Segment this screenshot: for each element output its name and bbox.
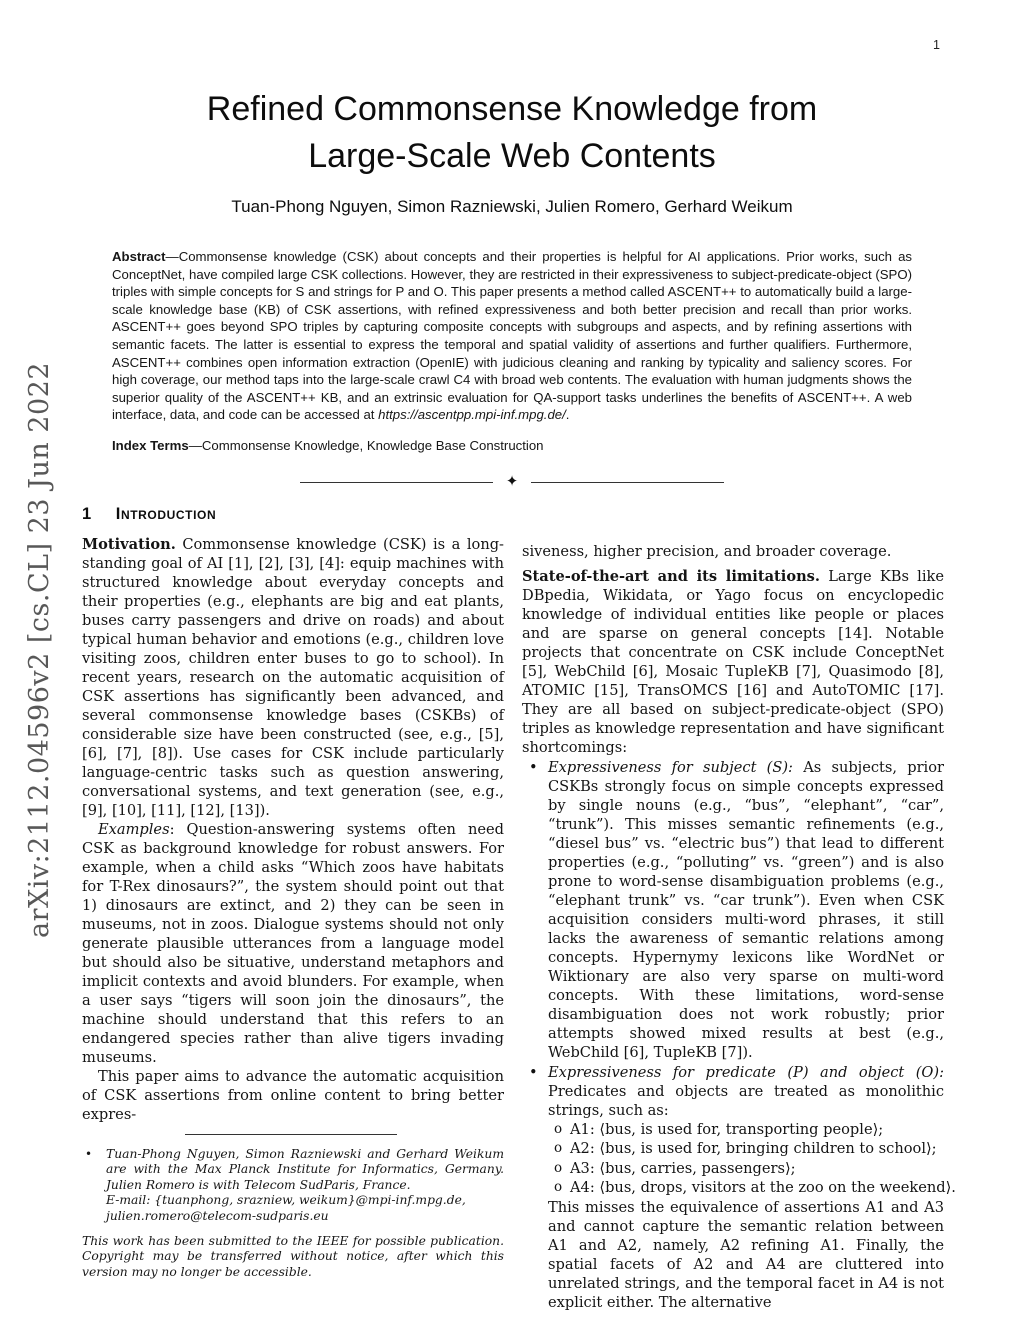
bullet-icon: • — [529, 758, 538, 776]
assertion-a2 — [548, 1139, 944, 1159]
ascentpp-url-link[interactable]: https://ascentpp.mpi-inf.mpg.de/ — [378, 407, 566, 423]
assertion-a4-text: A4: ⟨bus, drops, visitors at the zoo on the weekend⟩. — [570, 1179, 956, 1197]
paragraph-continuation: siveness, higher precision, and broader coverage. — [522, 542, 892, 560]
paragraph-state-of-the-art — [522, 567, 944, 757]
examples-label: Examples — [98, 820, 170, 838]
abstract-text: —Commonsense knowledge (CSK) about concepts and their properties is helpful for AI applications. Prior works, such as ConceptNet, have compiled large CSK collections. However, they are restricted in their expressiveness to subject-predicate-object (SPO) triples with simple concepts for S and strings for P and O. This paper presents a method called ASCENT++ to automatically build a large-scale knowledge base (KB) of CSK assertions, with refined expressiveness and both better precision and recall than prior works. ASCENT++ goes beyond SPO triples by capturing composite concepts with subgroups and aspects, and by refining assertions with semantic facets. The latter is essential to express the temporal and spatial validity of assertions and further qualifiers. Furthermore, ASCENT++ combines open information extraction (OpenIE) with judicious cleaning and ranking by typicality and saliency scores. For high coverage, our method taps into the large-scale crawl C4 with broad web contents. The evaluation with human judgments shows the superior quality of the ASCENT++ KB, and an extrinsic evaluation for QA-support tasks underlines the benefits of ASCENT++. A web interface, data, and code can be accessed at — [112, 249, 912, 423]
abstract-label: Abstract — [112, 249, 166, 264]
assertion-a1-text: A1: ⟨bus, is used for, transporting people⟩; — [570, 1120, 884, 1138]
section-1-heading — [82, 505, 504, 524]
bullet2-closing: This misses the equivalence of assertions A1 and A3 and cannot capture the semantic relation between A1 and A2, namely, A2 refining A1. Finally, the spatial facets of A2 and A4 are cluttered into unrelated strings, and the temporal facet in A4 is not explicit either. The alternative — [548, 1198, 944, 1311]
circle-marker-icon: o — [554, 1120, 563, 1137]
bullet1-paragraph — [548, 758, 944, 1062]
bullet-expressiveness-predicate-object — [522, 1063, 956, 1312]
section-title: Introduction — [115, 504, 217, 523]
authors-line: Tuan-Phong Nguyen, Simon Razniewski, Julien Romero, Gerhard Weikum — [231, 197, 793, 216]
left-column — [82, 505, 504, 1312]
bullet1-label: Expressiveness for subject (S): — [548, 758, 793, 776]
title-line-2: Large-Scale Web Contents — [308, 137, 716, 175]
two-column-body — [82, 504, 956, 1312]
index-terms-line — [112, 437, 912, 455]
paragraph-paper-aims: This paper aims to advance the automatic acquisition of CSK assertions from online content to bring better expres- — [82, 1067, 504, 1123]
circle-marker-icon: o — [554, 1140, 563, 1157]
email-line-2: julien.romero@telecom-sudparis.eu — [106, 1208, 329, 1223]
footnote-rule — [185, 1134, 397, 1135]
circle-marker-icon: o — [554, 1179, 563, 1196]
email-line-1: E-mail: {tuanphong, srazniew, weikum}@mpi-inf.mpg.de, — [106, 1193, 466, 1208]
assertion-a3 — [548, 1159, 944, 1179]
separator-line-right — [531, 482, 724, 483]
examples-text: : Question-answering systems often need CSK as background knowledge for robust answers. For example, when a child asks “Which zoos have habitats for T-Rex dinosaurs?”, the system should point out that 1) dinosaurs are extinct, and 2) they can be seen in museums, not in zoos. Dialogue systems should not only generate plausible utterances from a language model but should also be situative, understand metaphors and implicit contexts and avoid blunders. For example, when a user says “tigers will soon join the dinosaurs”, the machine should understand that this refers to an endangered species rather than alive tigers invading museums. — [82, 820, 504, 1066]
submission-note: This work has been submitted to the IEEE for possible publication. Copyright may be transferred without notice, after which this version may no longer be accessible. — [82, 1233, 504, 1279]
assertion-a4 — [548, 1178, 956, 1198]
diamond-ornament-icon: ✦ — [505, 473, 519, 490]
assertion-a3-text: A3: ⟨bus, carries, passengers⟩; — [570, 1159, 796, 1177]
motivation-label: Motivation. — [82, 535, 176, 553]
bullet-expressiveness-subject — [522, 758, 944, 1062]
footnote-affiliation-body — [106, 1147, 504, 1225]
bullet1-text: As subjects, prior CSKBs strongly focus on simple concepts expressed by single nouns (e.g., “bus”, “elephant”, “car”, “trunk”). This misses semantic refinements (e.g., “diesel bus” vs. “electric bus”) that lead to different properties (e.g., “polluting” vs. “green”) and is also prone to word-sense disambiguation problems (e.g., “elephant trunk” vs. “car trunk”). Even when CSK acquisition considers multi-word phrases, it still lacks the awareness of semantic relations among concepts. Hypernymy lexicons like WordNet or Wiktionary are also very sparse on multi-word concepts. With these limitations, word-sense disambiguation does not work robustly; prior attempts showed mixed results at best (e.g., WebChild [6], TupleKB [7]). — [548, 758, 944, 1061]
abstract-block — [112, 248, 912, 455]
sota-text: Large KBs like DBpedia, Wikidata, or Yago focus on encyclopedic knowledge of individual entities like people or places and are sparse on general concepts [14]. Notable projects that concentrate on CSK include ConceptNet [5], WebChild [6], Mosaic TupleKB [7], Quasimodo [8], ATOMIC [15], TransOMCS [16] and AutoTOMIC [17]. They are all based on subject-predicate-object (SPO) triples as knowledge representation and have significant shortcomings: — [522, 567, 944, 756]
right-column — [522, 505, 956, 1312]
assertion-a2-text: A2: ⟨bus, is used for, bringing children to school⟩; — [570, 1140, 937, 1158]
bullet-icon: • — [529, 1063, 538, 1081]
paragraph-motivation — [82, 535, 504, 820]
footnote-block — [82, 1147, 504, 1281]
page-number: 1 — [933, 38, 940, 52]
footnote-bullet-icon: • — [85, 1146, 93, 1161]
motivation-text: Commonsense knowledge (CSK) is a long-standing goal of AI [1], [2], [3], [4]: equip machines with structured knowledge about everyday concepts and their properties (e.g., elephants are big and eat plants, buses carry passengers and drive on roads) and about typical human behavior and emotions (e.g., children love visiting zoos, children enter buses to go to school). In recent years, research on the automatic acquisition of CSK assertions has significantly been advanced, and several commonsense knowledge bases (CSKBs) of considerable size have been constructed (see, e.g., [5], [6], [7], [8]). Use cases for CSK include particularly language-centric tasks such as question answering, conversational systems, and text generation (see, e.g., [9], [10], [11], [12], [13]). — [82, 535, 504, 819]
bullet2-paragraph — [548, 1063, 944, 1120]
paper-title — [0, 86, 1024, 180]
section-number: 1 — [82, 504, 92, 523]
paragraph-examples — [82, 820, 504, 1067]
footnote-affiliation-item — [82, 1147, 504, 1225]
affiliation-text: Tuan-Phong Nguyen, Simon Razniewski and Gerhard Weikum are with the Max Planck Institute for Informatics, Germany. Julien Romero is with Telecom SudParis, France. — [106, 1146, 504, 1192]
bullet2-label: Expressiveness for predicate (P) and object (O): — [548, 1063, 944, 1081]
abstract-final-period: . — [565, 407, 570, 423]
index-terms-text: —Commonsense Knowledge, Knowledge Base Construction — [188, 437, 544, 453]
circle-marker-icon: o — [554, 1159, 563, 1176]
title-body-separator — [300, 475, 724, 490]
assertion-a1 — [548, 1120, 944, 1140]
title-line-1: Refined Commonsense Knowledge from — [206, 90, 818, 128]
abstract-paragraph — [112, 248, 912, 424]
sota-label: State-of-the-art and its limitations. — [522, 567, 820, 585]
bullet2-body — [548, 1063, 956, 1312]
bullet2-text: Predicates and objects are treated as monolithic strings, such as: — [548, 1082, 944, 1119]
separator-line-left — [300, 482, 493, 483]
arxiv-watermark: arXiv:2112.04596v2 [cs.CL] 23 Jun 2022 — [24, 361, 55, 939]
index-terms-label: Index Terms — [112, 437, 189, 453]
